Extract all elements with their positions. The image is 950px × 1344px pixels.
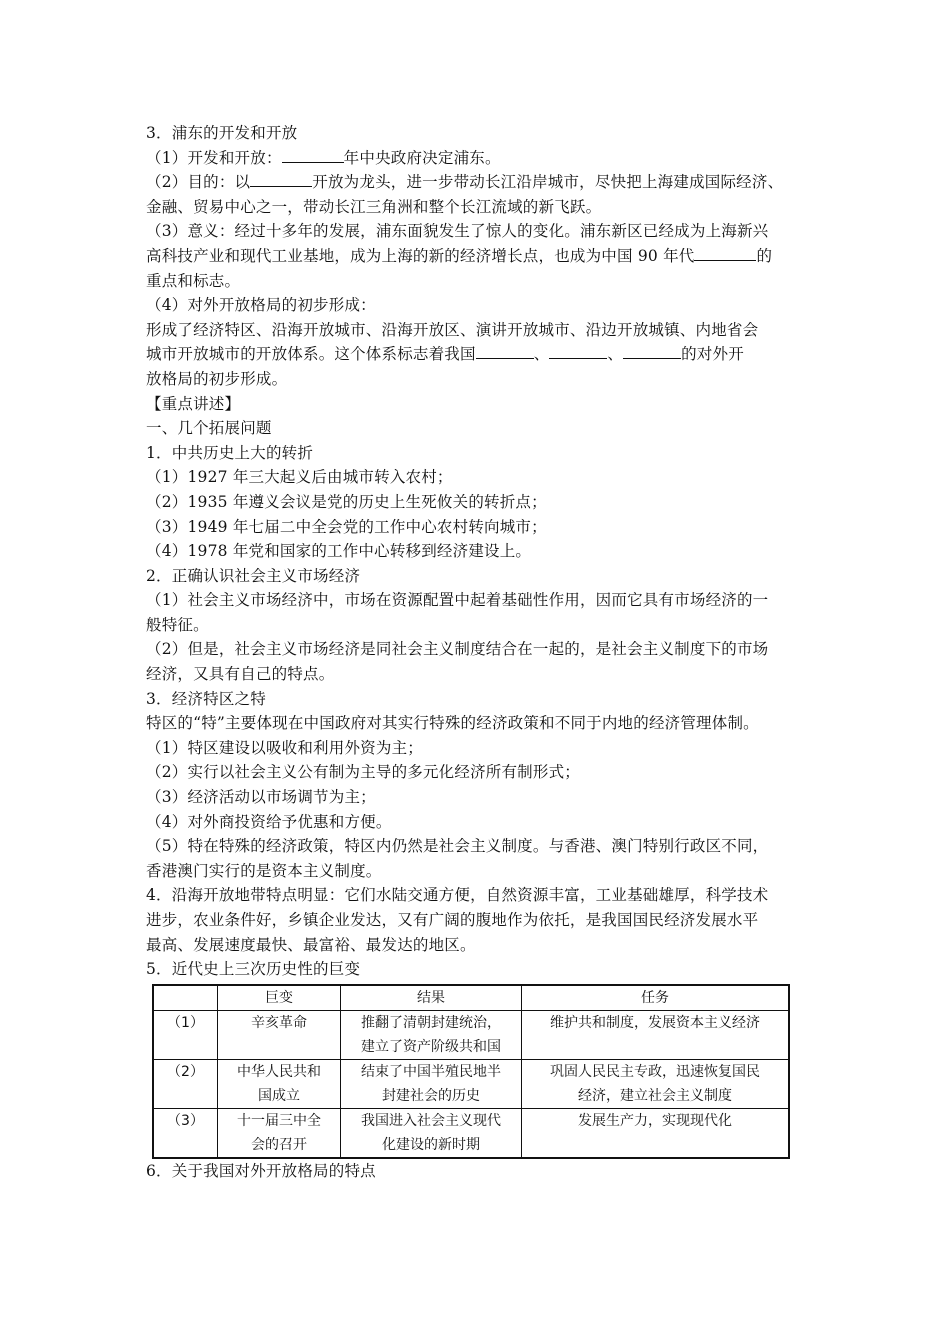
task-cell — [522, 1059, 790, 1108]
table-row — [153, 1010, 789, 1059]
cell-line: 国成立 — [258, 1087, 300, 1104]
table-row — [153, 1059, 789, 1108]
text: （2）目的：以 — [146, 173, 251, 192]
section-title: 2．正确认识社会主义市场经济 — [146, 566, 361, 585]
cell-line: 经济，建立社会主义制度 — [578, 1087, 732, 1104]
document-page — [146, 121, 814, 1183]
section-title: 5．近代史上三次历史性的巨变 — [146, 960, 361, 979]
cell-line: 会的召开 — [251, 1136, 307, 1153]
key-points-header: 【重点讲述】 — [146, 394, 241, 413]
section-title: 3．浦东的开发和开放 — [146, 124, 298, 142]
text: 开放为龙头，进一步带动长江沿岸城市，尽快把上海建成国际经济、 — [312, 173, 784, 192]
paragraph — [146, 244, 814, 269]
list-item: （1）1927 年三大起义后由城市转入农村； — [146, 468, 453, 487]
cell-line: 结束了中国半殖民地半 — [361, 1063, 501, 1080]
paragraph-line: 经济，又具有自己的特点。 — [146, 665, 335, 684]
table-row — [153, 1108, 789, 1158]
text: 、 — [533, 345, 550, 364]
list-item: （2）1935 年遵义会议是党的历史上生死攸关的转折点； — [146, 492, 547, 511]
fill-blank — [282, 147, 344, 163]
change-cell — [218, 1108, 341, 1158]
list-item: （3）经济活动以市场调节为主； — [146, 788, 376, 807]
text: 城市开放城市的开放体系。这个体系标志着我国 — [146, 345, 476, 364]
cell-line: 建立了资产阶级共和国 — [361, 1038, 501, 1055]
cell-line: 推翻了清朝封建统治， — [361, 1014, 501, 1031]
cell-line: 封建社会的历史 — [382, 1087, 480, 1104]
cell-line: 化建设的新时期 — [382, 1136, 480, 1153]
paragraph-line: （5）特在特殊的经济政策，特区内仍然是社会主义制度。与香港、澳门特别行政区不同， — [146, 837, 769, 856]
paragraph — [146, 342, 814, 367]
paragraph-line: 金融、贸易中心之一，带动长江三角洲和整个长江流域的新飞跃。 — [146, 197, 602, 216]
text: 年中央政府决定浦东。 — [343, 148, 501, 167]
paragraph — [146, 146, 814, 171]
history-changes-table — [152, 984, 790, 1159]
cell-line: 维护共和制度，发展资本主义经济 — [550, 1014, 760, 1031]
text: （1）开发和开放： — [146, 148, 282, 167]
paragraph-line: 4．沿海开放地带特点明显：它们水陆交通方便，自然资源丰富，工业基础雄厚，科学技术 — [146, 886, 769, 905]
paragraph-line: （1）社会主义市场经济中，市场在资源配置中起着基础性作用，因而它具有市场经济的一 — [146, 591, 769, 610]
change-cell — [218, 1059, 341, 1108]
header-cell — [153, 985, 218, 1011]
section-title: 1．中共历史上大的转折 — [146, 443, 314, 462]
list-item: （4）对外商投资给予优惠和方便。 — [146, 812, 392, 831]
header-cell: 任务 — [522, 985, 790, 1011]
paragraph-line: （4）对外开放格局的初步形成： — [146, 296, 376, 315]
header-cell: 结果 — [341, 985, 522, 1011]
list-item: （3）1949 年七届二中全会党的工作中心农村转向城市； — [146, 517, 547, 536]
change-cell — [218, 1010, 341, 1059]
part-title: 一、几个拓展问题 — [146, 419, 272, 438]
header-cell: 巨变 — [218, 985, 341, 1011]
cell-line: 十一届三中全 — [237, 1112, 321, 1129]
fill-blank — [694, 245, 756, 261]
fill-blank — [623, 343, 681, 359]
cell-line: 巩固人民民主专政，迅速恢复国民 — [550, 1063, 760, 1080]
result-cell — [341, 1059, 522, 1108]
text: 的对外开 — [681, 345, 744, 364]
text: 的 — [756, 246, 773, 265]
fill-blank — [549, 343, 607, 359]
paragraph-line: （2）但是，社会主义市场经济是同社会主义制度结合在一起的，是社会主义制度下的市场 — [146, 640, 769, 659]
paragraph-line: 进步，农业条件好，乡镇企业发达，又有广阔的腹地作为依托，是我国国民经济发展水平 — [146, 911, 759, 929]
fill-blank — [476, 343, 534, 359]
cell-line: 发展生产力，实现现代化 — [578, 1112, 732, 1129]
row-number: （3） — [153, 1108, 218, 1158]
list-item: （2）实行以社会主义公有制为主导的多元化经济所有制形式； — [146, 763, 580, 782]
cell-line: 辛亥革命 — [251, 1014, 307, 1031]
paragraph — [146, 170, 814, 195]
text: 、 — [607, 345, 624, 364]
text: 高科技产业和现代工业基地，成为上海的新的经济增长点，也成为中国 90 年代 — [146, 246, 695, 265]
list-item: （4）1978 年党和国家的工作中心转移到经济建设上。 — [146, 542, 532, 561]
table-header-row — [153, 985, 789, 1011]
cell-line: 我国进入社会主义现代 — [361, 1112, 501, 1129]
paragraph-line: 般特征。 — [146, 615, 209, 634]
result-cell — [341, 1108, 522, 1158]
paragraph-line: 形成了经济特区、沿海开放城市、沿海开放区、演讲开放城市、沿边开放城镇、内地省会 — [146, 320, 759, 339]
result-cell — [341, 1010, 522, 1059]
task-cell — [522, 1010, 790, 1059]
section-title: 6．关于我国对外开放格局的特点 — [146, 1161, 376, 1180]
paragraph-line: 香港澳门实行的是资本主义制度。 — [146, 861, 382, 880]
row-number: （2） — [153, 1059, 218, 1108]
paragraph-line: 特区的“特”主要体现在中国政府对其实行特殊的经济政策和不同于内地的经济管理体制。 — [146, 714, 759, 733]
section-title: 3．经济特区之特 — [146, 689, 266, 708]
paragraph-line: 最高、发展速度最快、最富裕、最发达的地区。 — [146, 935, 476, 954]
list-item: （1）特区建设以吸收和利用外资为主； — [146, 738, 423, 757]
fill-blank — [250, 171, 312, 187]
paragraph-line: （3）意义：经过十多年的发展，浦东面貌发生了惊人的变化。浦东新区已经成为上海新兴 — [146, 222, 769, 241]
paragraph-line: 重点和标志。 — [146, 271, 241, 290]
cell-line: 中华人民共和 — [237, 1063, 321, 1080]
row-number: （1） — [153, 1010, 218, 1059]
paragraph-line: 放格局的初步形成。 — [146, 369, 288, 388]
task-cell — [522, 1108, 790, 1158]
